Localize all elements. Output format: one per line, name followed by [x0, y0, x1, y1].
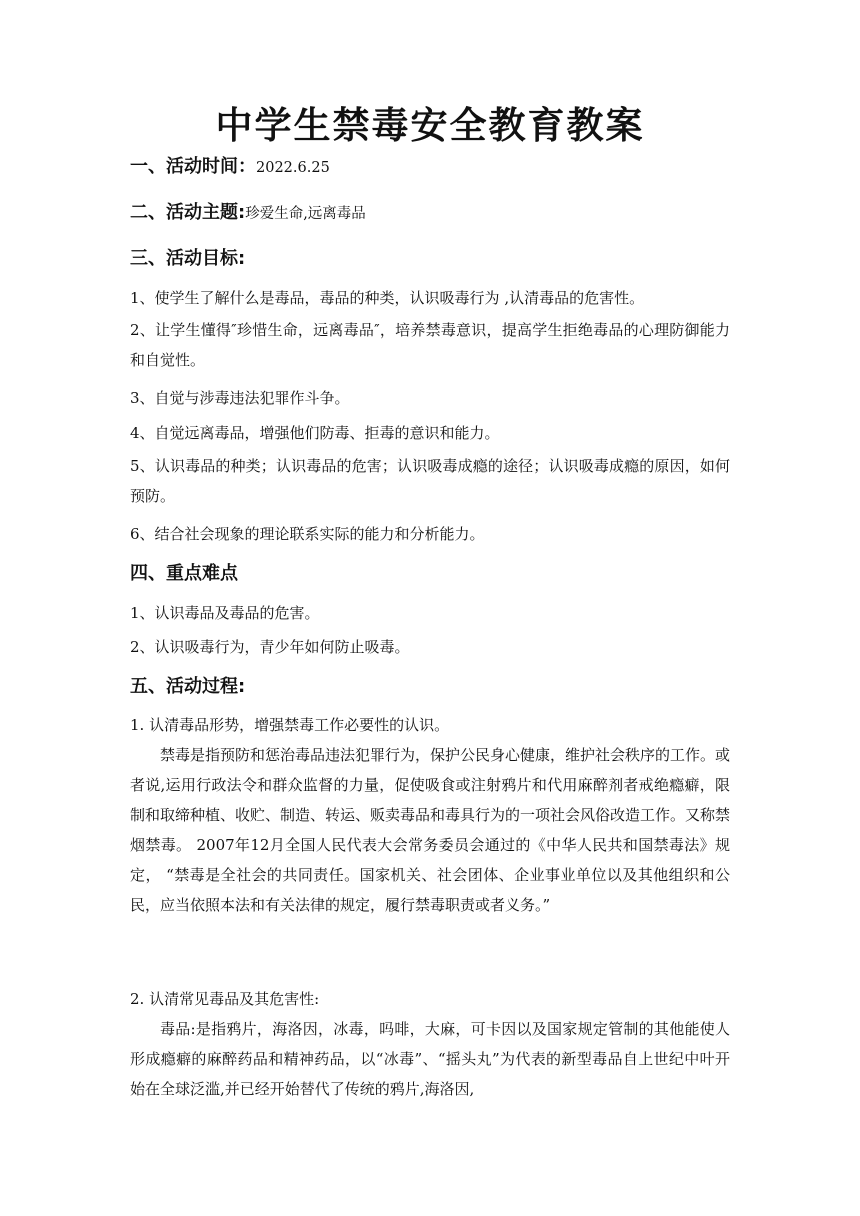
- goal-item: 1、使学生了解什么是毒品，毒品的种类，认识吸毒行为 ,认清毒品的危害性。: [130, 289, 645, 307]
- process-paragraph: 毒品:是指鸦片，海洛因，冰毒，吗啡，大麻，可卡因以及国家规定管制的其他能使人形成瘾癖的麻醉药品和精神药品，以“冰毒”、“摇头丸”为代表的新型毒品自上世纪中叶开始在全球泛滥,并已经开始替代了传统的鸦片,海洛因,: [130, 1020, 730, 1098]
- section-heading-goals: 三、活动目标:: [130, 248, 246, 269]
- document-title: 中学生禁毒安全教育教案: [215, 103, 645, 147]
- section-label: 二、活动主题:: [130, 202, 246, 223]
- goal-item: 3、自觉与涉毒违法犯罪作斗争。: [130, 389, 350, 407]
- key-point-item: 1、认识毒品及毒品的危害。: [130, 604, 320, 622]
- key-point-item: 2、认识吸毒行为，青少年如何防止吸毒。: [130, 638, 410, 656]
- process-step: 2. 认清常见毒品及其危害性:: [130, 990, 320, 1008]
- goal-item: 4、自觉远离毒品，增强他们防毒、拒毒的意识和能力。: [130, 424, 500, 442]
- activity-date: 2022.6.25: [256, 160, 330, 176]
- section-activity-time: [130, 154, 730, 181]
- section-heading-process: 五、活动过程:: [130, 676, 246, 697]
- process-step: 1. 认清毒品形势，增强禁毒工作必要性的认识。: [130, 716, 450, 734]
- process-paragraph: 禁毒是指预防和惩治毒品违法犯罪行为，保护公民身心健康，维护社会秩序的工作。或者说,运用行政法令和群众监督的力量，促使吸食或注射鸦片和代用麻醉剂者戒绝瘾癖，限制和取缔种植、收贮、制造、转运、贩卖毒品和毒具行为的一项社会风俗改造工作。又称禁烟禁毒。 2007年12月全国人民代表大会常务委员会通过的《中华人民共和国禁毒法》规定， “禁毒是全社会的共同责任。国家机关、社会团体、企业事业单位以及其他组织和公民，应当依照本法和有关法律的规定，履行禁毒职责或者义务。”: [130, 746, 731, 914]
- section-activity-theme: [130, 200, 730, 227]
- section-heading-key-points: 四、重点难点: [130, 563, 238, 584]
- goal-item: 5、认识毒品的种类；认识毒品的危害；认识吸毒成瘾的途径；认识吸毒成瘾的原因，如何预防。: [130, 457, 730, 505]
- goal-item: 2、让学生懂得″珍惜生命，远离毒品″，培养禁毒意识，提高学生拒绝毒品的心理防御能力和自觉性。: [130, 321, 730, 369]
- goal-item: 6、结合社会现象的理论联系实际的能力和分析能力。: [130, 525, 485, 543]
- section-label: 一、活动时间：: [130, 156, 256, 177]
- activity-theme: 珍爱生命,远离毒品: [245, 206, 366, 222]
